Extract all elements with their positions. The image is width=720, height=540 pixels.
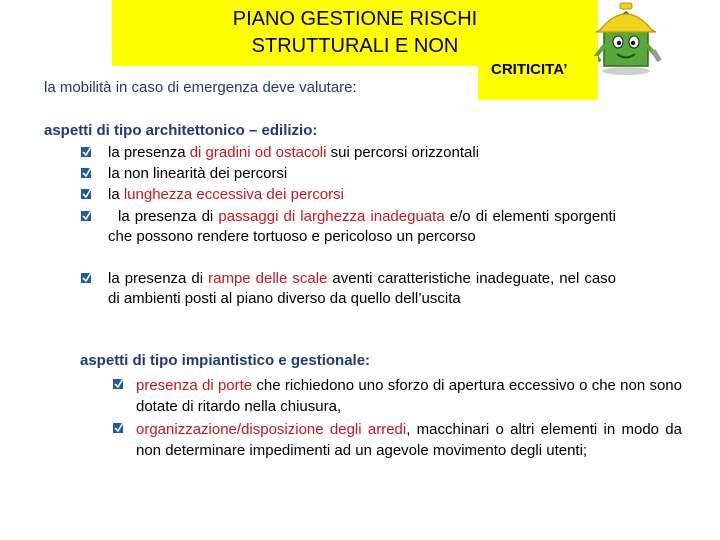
item-emphasis: passaggi di larghezza inadeguata <box>218 208 445 225</box>
page-title <box>112 6 598 60</box>
item-emphasis: di gradini od ostacoli <box>189 144 327 161</box>
checkbox-bullet-icon <box>80 207 94 223</box>
list-item <box>80 185 616 205</box>
item-text: che richiedono uno sforzo di apertura eccessivo o che non sono dotate di ritardo nella chiusura, <box>136 377 682 415</box>
section2-heading: aspetti di tipo impiantistico e gestionale: <box>80 352 371 369</box>
checkbox-bullet-icon <box>80 269 94 285</box>
item-text: la presenza <box>108 144 190 161</box>
intro-label: la mobilità in caso di emergenza deve valutare <box>44 79 353 96</box>
green-house-helmet-mascot-icon <box>590 0 664 76</box>
title-line-1: PIANO GESTIONE RISCHI <box>232 8 478 30</box>
criticita-label: CRITICITA’ <box>491 61 568 78</box>
list-item <box>80 207 616 246</box>
item-text: e/o di elementi sporgenti che possono rendere tortuoso e pericoloso un percorso <box>108 208 617 245</box>
section1-heading: aspetti di tipo architettonico – edilizio: <box>44 122 318 139</box>
item-text: sui percorsi orizzontali <box>326 144 480 161</box>
item-emphasis: lunghezza eccessiva dei percorsi <box>123 186 344 203</box>
list-item <box>80 164 616 184</box>
item-text: aventi caratteristiche inadeguate, nel caso di ambienti posti al piano diverso da quello dell’uscita <box>108 270 617 307</box>
list-item <box>112 419 682 461</box>
list-item <box>112 375 682 417</box>
intro-text <box>44 79 357 96</box>
list-item <box>80 143 616 163</box>
checkbox-bullet-icon <box>80 143 94 159</box>
checkbox-bullet-icon <box>80 164 94 180</box>
item-emphasis: organizzazione/disposizione degli arredi <box>136 421 407 438</box>
item-emphasis: rampe delle scale <box>208 270 328 287</box>
checkbox-bullet-icon <box>112 419 126 435</box>
intro-colon: : <box>352 79 357 96</box>
title-line-2: STRUTTURALI E NON <box>251 35 459 57</box>
item-text: la presenza di <box>118 208 219 225</box>
item-text: la non linearità dei percorsi <box>108 165 288 182</box>
list-item <box>80 269 616 308</box>
checkbox-bullet-icon <box>80 185 94 201</box>
checkbox-bullet-icon <box>112 375 126 391</box>
item-text: , macchinari o altri elementi in modo da non determinare impedimenti ad un agevole movimento degli utenti; <box>136 421 682 459</box>
item-text: la <box>108 186 124 203</box>
item-text: la presenza di <box>108 270 209 287</box>
item-emphasis: presenza di porte <box>136 377 253 394</box>
